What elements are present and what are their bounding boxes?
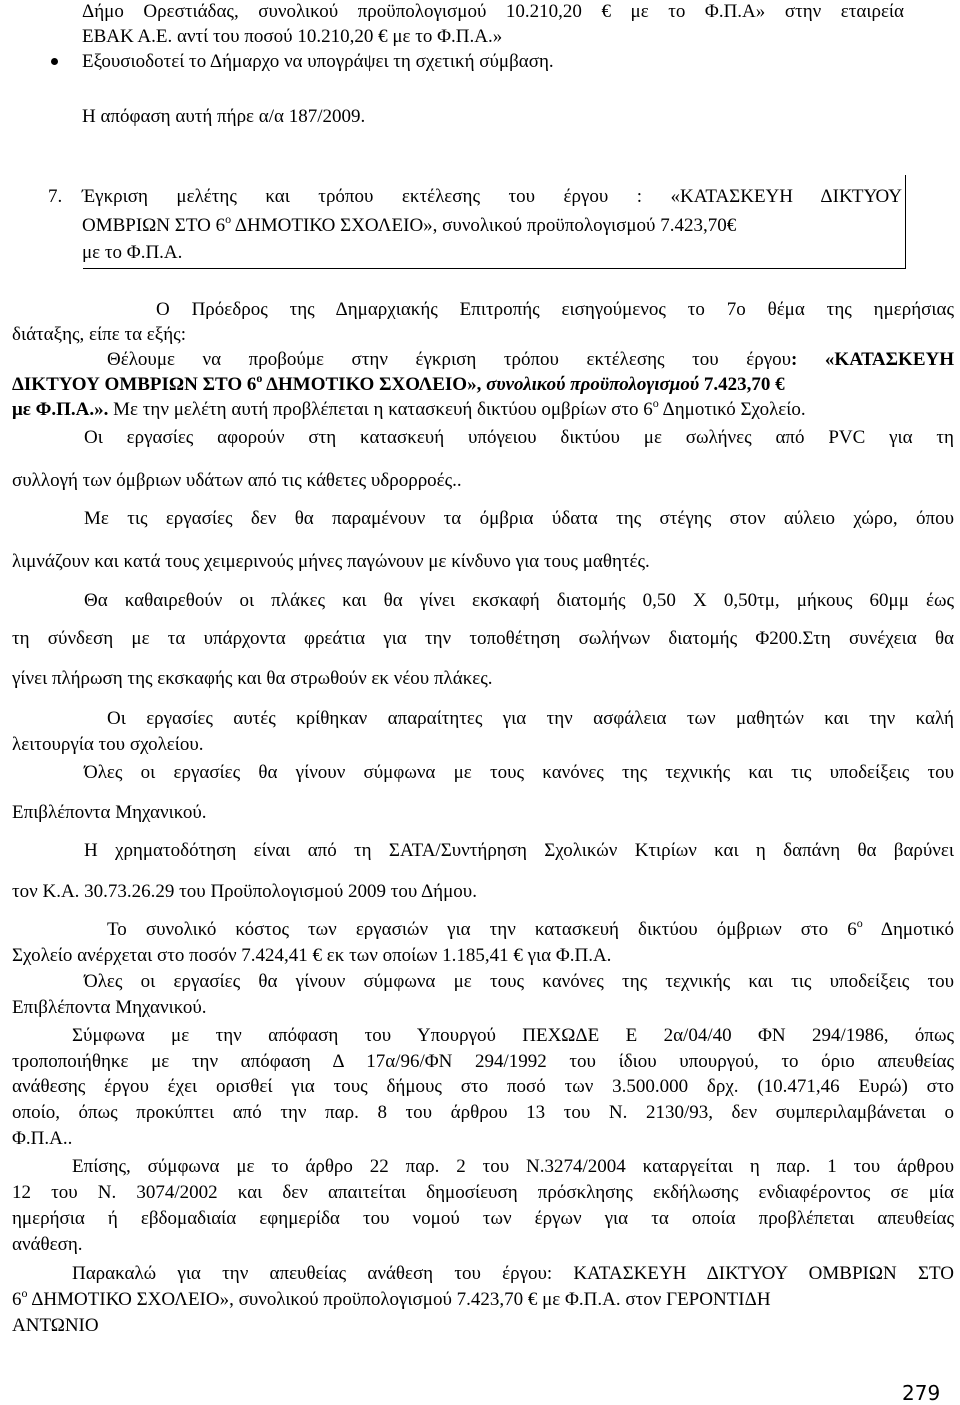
paragraph-line: Επιβλέποντα Μηχανικού. bbox=[12, 997, 207, 1018]
paragraph-line: με Φ.Π.Α.». Με την μελέτη αυτή προβλέπεται η κατασκευή δικτύου ομβρίων στο $6^o$ Δημοτικό Σχολείο. bbox=[12, 396, 806, 420]
paragraph-line: Θέλουμε να προβούμε στην έγκριση τρόπου εκτέλεσης του έργου: «ΚΑΤΑΣΚΕΥΗ bbox=[107, 349, 955, 370]
paragraph-line: ανάθεσης έργου έχει ορισθεί για τους δήμους στο ποσό των 3.500.000 δρχ. (10.471,46 Ευρώ) στο bbox=[12, 1076, 954, 1097]
paragraph-line: διάταξης, είπε τα εξής: bbox=[12, 324, 186, 345]
paragraph-line: Με τις εργασίες δεν θα παραμένουν τα όμβρια ύδατα της στέγης στον αύλειο χώρο, όπου bbox=[84, 508, 954, 529]
paragraph-line: τροποποιήθηκε με την απόφαση Δ 17α/96/ΦΝ 294/1992 του ίδιου υπουργού, το όριο απευθείας bbox=[12, 1051, 954, 1072]
paragraph-line: Όλες οι εργασίες θα γίνουν σύμφωνα με τους κανόνες της τεχνικής και τις υποδείξεις του bbox=[84, 762, 954, 783]
paragraph-line: Θα καθαιρεθούν οι πλάκες και θα γίνει εκσκαφή διατομής 0,50 Χ 0,50τμ, μήκους 60μμ έως bbox=[84, 590, 954, 611]
text-line: Δήμο Ορεστιάδας, συνολικού προϋπολογισμού 10.210,20 € με το Φ.Π.Α» στην εταιρεία bbox=[82, 1, 904, 22]
paragraph-line: Παρακαλώ για την απευθείας ανάθεση του έργου: ΚΑΤΑΣΚΕΥΗ ΔΙΚΤΥΟΥ ΟΜΒΡΙΩΝ ΣΤΟ bbox=[72, 1263, 954, 1284]
bullet-icon bbox=[51, 58, 58, 65]
paragraph-line: Φ.Π.Α.. bbox=[12, 1128, 73, 1149]
paragraph-line: Οι εργασίες αυτές κρίθηκαν απαραίτητες για την ασφάλεια των μαθητών και την καλή bbox=[107, 708, 954, 729]
paragraph-line: γίνει πλήρωση της εκσκαφής και θα στρωθούν εκ νέου πλάκες. bbox=[12, 668, 493, 689]
paragraph-line: ανάθεση. bbox=[12, 1234, 83, 1255]
agenda-item-title: Έγκριση μελέτης και τρόπου εκτέλεσης του έργου : «ΚΑΤΑΣΚΕΥΗ ΔΙΚΤΥΟΥ bbox=[82, 186, 902, 207]
paragraph-line: ΑΝΤΩΝΙΟ bbox=[12, 1315, 99, 1336]
paragraph-line: συλλογή των όμβριων υδάτων από τις κάθετες υδρορροές.. bbox=[12, 470, 462, 491]
paragraph-line: Επίσης, σύμφωνα με το άρθρο 22 παρ. 2 του Ν.3274/2004 καταργείται η παρ. 1 του άρθρου bbox=[72, 1156, 954, 1177]
paragraph-line: Σύμφωνα με την απόφαση του Υπουργού ΠΕΧΩΔΕ Ε 2α/04/40 ΦΝ 294/1986, όπως bbox=[72, 1025, 954, 1046]
paragraph-line: Οι εργασίες αφορούν στη κατασκευή υπόγειου δικτύου με σωλήνες από PVC για τη bbox=[84, 427, 954, 448]
paragraph-line: Το συνολικό κόστος των εργασιών για την κατασκευή δικτύου όμβριων στο $6^o$ Δημοτικό bbox=[107, 916, 955, 940]
agenda-item-title: ΟΜΒΡΙΩΝ ΣΤΟ $6^o$ ΔΗΜΟΤΙΚΟ ΣΧΟΛΕΙΟ», συνολικού προϋπολογισμού 7.423,70€ bbox=[82, 212, 737, 236]
page-number: 279 bbox=[902, 1381, 941, 1405]
paragraph-line: λειτουργία του σχολείου. bbox=[12, 734, 204, 755]
paragraph-line: Όλες οι εργασίες θα γίνουν σύμφωνα με τους κανόνες της τεχνικής και τις υποδείξεις του bbox=[84, 971, 954, 992]
paragraph-line: Ο Πρόεδρος της Δημαρχιακής Επιτροπής εισηγούμενος το 7ο θέμα της ημερήσιας bbox=[156, 299, 954, 320]
agenda-item-title: με το Φ.Π.Α. bbox=[82, 242, 183, 263]
paragraph-line: ημερήσια ή εβδομαδιαία εφημερίδα του νομού των έργων για τα οποία προβλέπεται απευθείας bbox=[12, 1208, 954, 1229]
agenda-item-number: 7. bbox=[48, 186, 63, 207]
text-line: ΕΒΑΚ Α.Ε. αντί του ποσού 10.210,20 € με το Φ.Π.Α.» bbox=[82, 26, 503, 47]
paragraph-line: ΔΙΚΤΥΟΥ ΟΜΒΡΙΩΝ ΣΤΟ $6^o$ ΔΗΜΟΤΙΚΟ ΣΧΟΛΕΙΟ», συνολικού προϋπολογισμού 7.423,70 € bbox=[12, 371, 785, 395]
paragraph-line: $6^o$ ΔΗΜΟΤΙΚΟ ΣΧΟΛΕΙΟ», συνολικού προϋπολογισμού 7.423,70 € με Φ.Π.Α. στον ΓΕΡΟΝΤΙΔΗ bbox=[12, 1286, 771, 1310]
paragraph-line: Η χρηματοδότηση είναι από τη ΣΑΤΑ/Συντήρηση Σχολικών Κτιρίων και η δαπάνη θα βαρύνει bbox=[84, 840, 954, 861]
paragraph-line: Σχολείο ανέρχεται στο ποσόν 7.424,41 € εκ των οποίων 1.185,41 € για Φ.Π.Α. bbox=[12, 945, 612, 966]
paragraph-line: 12 του Ν. 3074/2002 και δεν απαιτείται δημοσίευση πρόσκλησης εκδήλωσης ενδιαφέροντος σε μία bbox=[12, 1182, 954, 1203]
paragraph-line: λιμνάζουν και κατά τους χειμερινούς μήνες παγώνουν με κίνδυνο για τους μαθητές. bbox=[12, 551, 650, 572]
paragraph-line: οποίο, όπως προκύπτει από την παρ. 8 του άρθρου 13 του Ν. 2130/93, δεν συμπεριλαμβάνεται ο bbox=[12, 1102, 954, 1123]
paragraph-line: τη σύνδεση με τα υπάρχοντα φρεάτια για την τοποθέτηση σωλήνων διατομής Φ200.Στη συνέχεια θα bbox=[12, 628, 954, 649]
paragraph-line: Επιβλέποντα Μηχανικού. bbox=[12, 802, 207, 823]
decision-text: Η απόφαση αυτή πήρε α/α 187/2009. bbox=[82, 106, 366, 127]
bullet-text: Εξουσιοδοτεί το Δήμαρχο να υπογράψει τη σχετική σύμβαση. bbox=[82, 51, 554, 72]
paragraph-line: τον Κ.Α. 30.73.26.29 του Προϋπολογισμού 2009 του Δήμου. bbox=[12, 881, 477, 902]
